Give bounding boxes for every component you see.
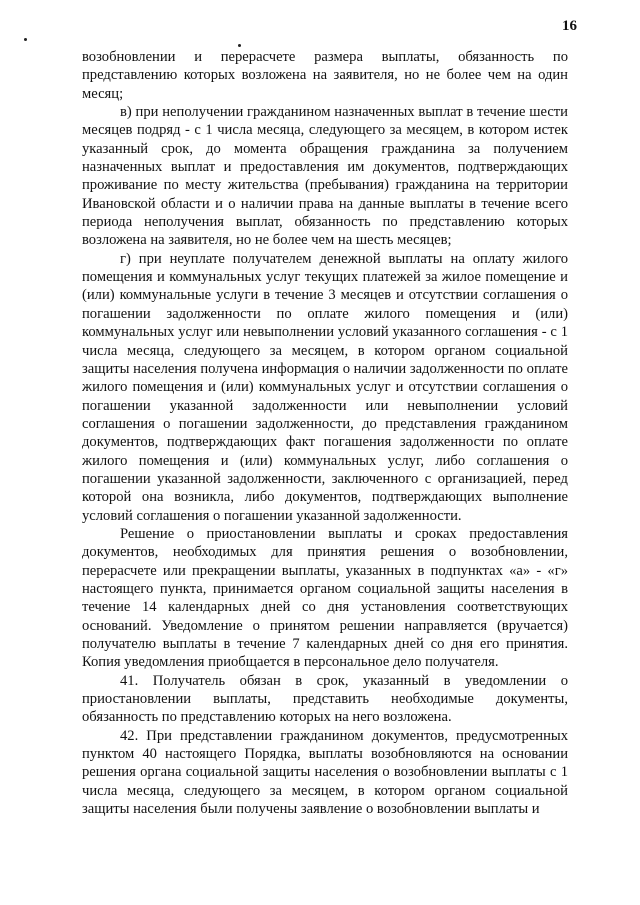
- page-number: 16: [562, 18, 577, 34]
- paragraph-continuation: возобновлении и перерасчете размера выплаты, обязанность по представлению которых возложена на заявителя, но не более чем на один месяц;: [82, 49, 568, 102]
- paragraph-decision: Решение о приостановлении выплаты и сроках предоставления документов, необходимых для принятия решения о возобновлении, перерасчете или прекращении выплаты, указанных в подпунктах «а» - «г» настоящего пункта, принимается органом социальной защиты населения в течение 14 календарных дней со дня установления соответствующих оснований. Уведомление о принятом решении направляется (вручается) получателю выплаты в течение 7 календарных дней со дня его принятия. Копия уведомления приобщается в персональное дело получателя.: [82, 525, 568, 671]
- paragraph-clause-42: 42. При представлении гражданином документов, предусмотренных пунктом 40 настоящего Порядка, выплаты возобновляются на основании решения органа социальной защиты населения о возобновлении выплаты с 1 числа месяца, следующего за месяцем, в котором органом социальной защиты населения были получены заявление о возобновлении выплаты и: [82, 727, 568, 818]
- scan-speck: [24, 38, 27, 41]
- document-body: [82, 48, 568, 818]
- scan-speck: [238, 44, 241, 47]
- paragraph-subitem-g: г) при неуплате получателем денежной выплаты на оплату жилого помещения и коммунальных услуг текущих платежей за жилое помещение и (или) коммунальные услуги в течение 3 месяцев и отсутствии соглашения о погашении задолженности по оплате жилого помещения и (или) коммунальных услуг или невыполнении условий указанного соглашения - с 1 числа месяца, следующего за месяцем, в котором органом социальной защиты населения получена информация о наличии задолженности по оплате жилого помещения и (или) коммунальных услуг и отсутствии соглашения о погашении указанной задолженности или невыполнении условий соглашения о погашении задолженности, до представления гражданином документов, подтверждающих факт погашения задолженности по оплате жилого помещения и (или) коммунальных услуг, либо соглашения о погашении указанной задолженности, заключенного с организацией, перед которой она возникла, либо документов, подтверждающих выполнение условий соглашения о погашении указанной задолженности.: [82, 250, 568, 524]
- paragraph-clause-41: 41. Получатель обязан в срок, указанный в уведомлении о приостановлении выплаты, представить необходимые документы, обязанность по представлению которых на него возложена.: [82, 672, 568, 726]
- paragraph-subitem-v: в) при неполучении гражданином назначенных выплат в течение шести месяцев подряд - с 1 числа месяца, следующего за месяцем, в котором истек указанный срок, до момента обращения гражданина за получением назначенных выплат и предоставления им документов, подтверждающих проживание по месту жительства (пребывания) гражданина на территории Ивановской области и о наличии права на данные выплаты в течение всего периода неполучения выплат, обязанность по представлению которых возложена на заявителя, но не более чем на шесть месяцев;: [82, 104, 568, 249]
